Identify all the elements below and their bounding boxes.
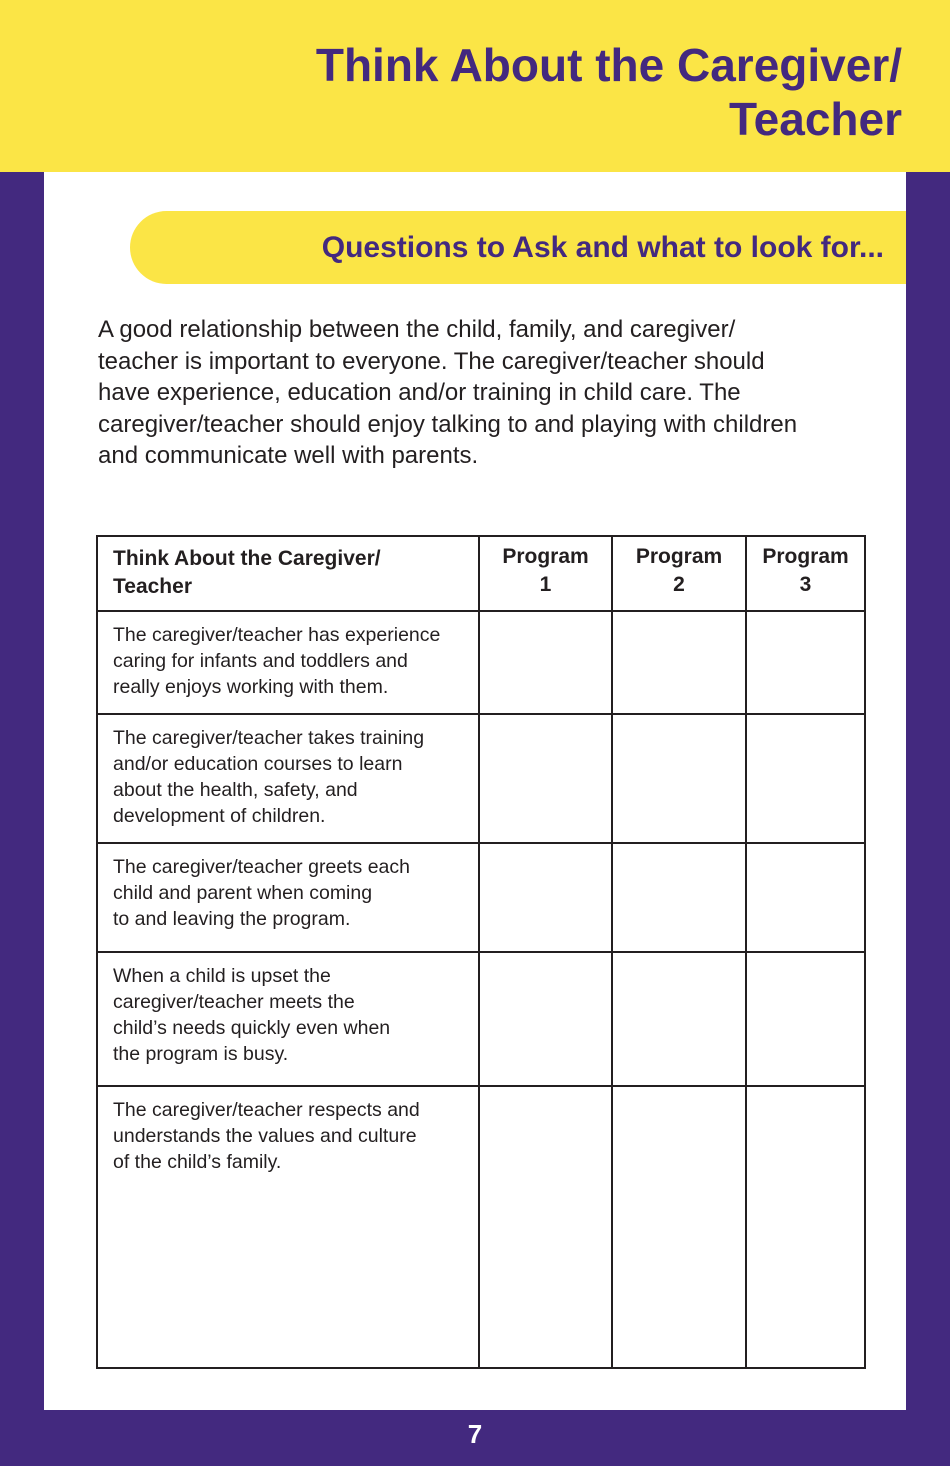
table-row — [97, 1086, 865, 1368]
section-banner — [130, 211, 906, 284]
intro-line-4: caregiver/teacher should enjoy talking to and playing with children — [98, 410, 798, 438]
content-panel — [44, 172, 906, 1410]
intro-line-3: have experience, education and/or training in child care. The — [98, 379, 741, 406]
program-1-rating-cell[interactable] — [479, 952, 612, 1086]
program-1-rating-cell[interactable] — [479, 714, 612, 843]
program-2-rating-cell[interactable] — [612, 611, 746, 714]
table-header-row — [97, 536, 865, 611]
program-3-rating-cell[interactable] — [746, 952, 865, 1086]
header-program-3: Program 3 — [746, 536, 865, 611]
table-row — [97, 714, 865, 843]
program-2-rating-cell[interactable] — [612, 1086, 746, 1368]
header-program-2: Program 2 — [612, 536, 746, 611]
program-2-rating-cell[interactable] — [612, 843, 746, 952]
program-2-rating-cell[interactable] — [612, 714, 746, 843]
table-row — [97, 843, 865, 952]
page-number: 7 — [467, 1419, 483, 1449]
intro-line-5: and communicate well with parents. — [98, 442, 479, 469]
title-header — [0, 0, 950, 172]
caregiver-checklist-table — [96, 535, 866, 1369]
program-3-rating-cell[interactable] — [746, 714, 865, 843]
question-cell: The caregiver/teacher takes training and/or education courses to learn about the health, safety, and development of children. — [97, 714, 479, 843]
program-3-rating-cell[interactable] — [746, 1086, 865, 1368]
program-3-rating-cell[interactable] — [746, 843, 865, 952]
header-criteria: Think About the Caregiver/ Teacher — [97, 536, 479, 611]
program-1-rating-cell[interactable] — [479, 1086, 612, 1368]
table-row — [97, 952, 865, 1086]
table-row — [97, 611, 865, 714]
header-program-1: Program 1 — [479, 536, 612, 611]
program-1-rating-cell[interactable] — [479, 611, 612, 714]
program-3-rating-cell[interactable] — [746, 611, 865, 714]
page-title-line-1: Think About the Caregiver/ — [315, 39, 902, 91]
intro-line-2: teacher is important to everyone. The caregiver/teacher should — [98, 347, 765, 375]
page-title-line-2: Teacher — [728, 93, 902, 145]
intro-line-1: A good relationship between the child, family, and caregiver/ — [98, 316, 736, 343]
program-2-rating-cell[interactable] — [612, 952, 746, 1086]
page-title — [316, 38, 902, 146]
question-cell: The caregiver/teacher has experience caring for infants and toddlers and really enjoys working with them. — [97, 611, 479, 714]
question-cell: The caregiver/teacher respects and understands the values and culture of the child’s family. — [97, 1086, 479, 1368]
section-heading: Questions to Ask and what to look for... — [321, 231, 884, 264]
program-1-rating-cell[interactable] — [479, 843, 612, 952]
question-cell: The caregiver/teacher greets each child and parent when coming to and leaving the program. — [97, 843, 479, 952]
question-cell: When a child is upset the caregiver/teacher meets the child’s needs quickly even when the program is busy. — [97, 952, 479, 1086]
intro-paragraph — [98, 314, 878, 472]
